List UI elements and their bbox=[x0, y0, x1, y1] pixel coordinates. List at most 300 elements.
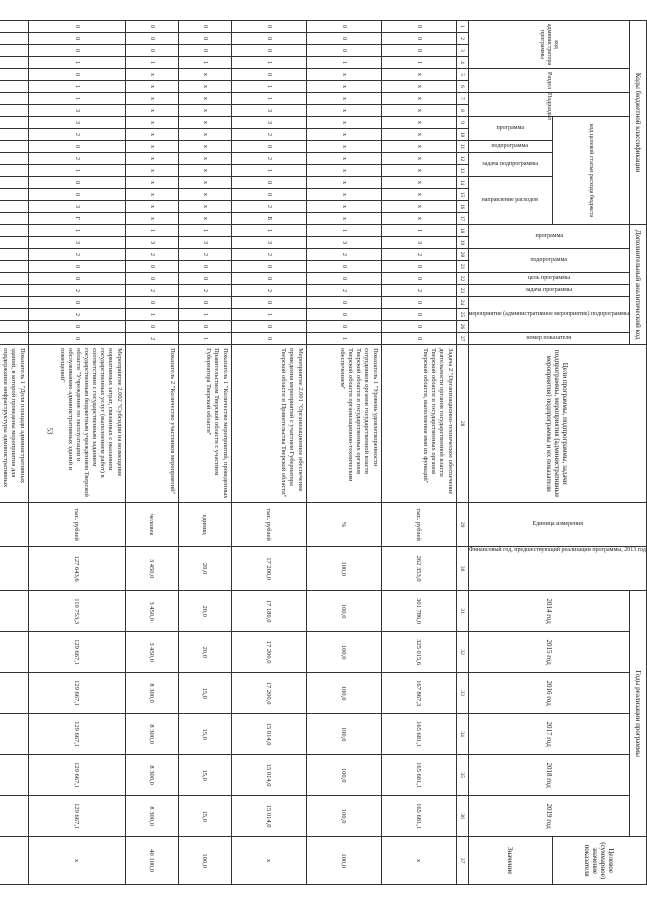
code-cell: x bbox=[125, 105, 178, 117]
final-group-header: Целевое (суммарное) значение показателя bbox=[552, 837, 646, 885]
code-cell: 0 bbox=[306, 321, 381, 333]
code-cell: 0 bbox=[306, 33, 381, 45]
year-value-cell: 15 014,0 bbox=[231, 755, 306, 796]
code-cell: x bbox=[125, 165, 178, 177]
code-cell: x bbox=[306, 129, 381, 141]
code-cell: x bbox=[306, 81, 381, 93]
admin-header: код администратора программы bbox=[468, 21, 629, 69]
year-2015-header: 2015 год bbox=[468, 632, 629, 673]
code-cell bbox=[0, 93, 28, 105]
code-cell: x bbox=[381, 165, 456, 177]
code-cell: 3 bbox=[28, 105, 125, 117]
column-index-cell: 23 bbox=[456, 285, 468, 297]
code-cell bbox=[0, 237, 28, 249]
code-cell bbox=[0, 213, 28, 225]
code-cell: 0 bbox=[306, 309, 381, 321]
code-cell: 0 bbox=[381, 21, 456, 33]
year-value-cell: 8 300,0 bbox=[125, 796, 178, 837]
unit-header: Единица измерения bbox=[468, 503, 646, 547]
column-index-cell: 13 bbox=[456, 165, 468, 177]
code-cell: 0 bbox=[231, 21, 306, 33]
code-cell: x bbox=[178, 165, 231, 177]
code-cell: x bbox=[381, 81, 456, 93]
year-value-cell: 100,0 bbox=[306, 755, 381, 796]
code-cell: 2 bbox=[306, 285, 381, 297]
year-value-cell: 129 667,1 bbox=[28, 673, 125, 714]
rotated-sheet bbox=[2, 20, 647, 880]
code-cell: 2 bbox=[28, 249, 125, 261]
code-cell: 3 bbox=[28, 237, 125, 249]
column-index-cell: 31 bbox=[456, 591, 468, 632]
code-cell: x bbox=[178, 141, 231, 153]
year-value-cell: 15 014,0 bbox=[231, 796, 306, 837]
year-value-cell bbox=[0, 755, 28, 796]
code-cell: x bbox=[125, 81, 178, 93]
code-cell: 0 bbox=[231, 297, 306, 309]
column-index-cell: 9 bbox=[456, 117, 468, 129]
table-row bbox=[0, 21, 28, 885]
column-index-cell: 18 bbox=[456, 225, 468, 237]
code-cell: x bbox=[306, 213, 381, 225]
code-cell: x bbox=[125, 117, 178, 129]
year-value-cell: 8 300,0 bbox=[125, 755, 178, 796]
code-cell: x bbox=[125, 177, 178, 189]
code-cell: Б bbox=[231, 213, 306, 225]
code-cell: 3 bbox=[178, 237, 231, 249]
code-cell bbox=[0, 81, 28, 93]
code-cell: x bbox=[178, 93, 231, 105]
column-index-cell: 32 bbox=[456, 632, 468, 673]
code-cell: x bbox=[381, 153, 456, 165]
program-code-header: программа bbox=[468, 117, 552, 141]
code-cell: 0 bbox=[381, 261, 456, 273]
code-cell bbox=[0, 69, 28, 81]
unit-cell bbox=[0, 503, 28, 547]
code-cell: 0 bbox=[306, 45, 381, 57]
code-cell: 2 bbox=[381, 285, 456, 297]
code-cell: 2 bbox=[28, 129, 125, 141]
code-cell: 0 bbox=[178, 273, 231, 285]
code-cell: 0 bbox=[381, 33, 456, 45]
year-value-cell: 100,0 bbox=[306, 796, 381, 837]
row-description: Мероприятие 2.002 "Субсидии на возмещение нормативных затрат, связанных с оказанием государственных услуг (выполнением работ) в соответствии с государственным заданием государственным бюджетным учреждением Тверской области "Учреждение по эксплуатации и обслуживанию административных зданий и помещений" bbox=[28, 345, 125, 503]
final-value-cell: 100,0 bbox=[306, 837, 381, 885]
code-cell: 1 bbox=[231, 93, 306, 105]
column-index-cell: 33 bbox=[456, 673, 468, 714]
code-cell: 1 bbox=[28, 57, 125, 69]
column-index-cell: 8 bbox=[456, 105, 468, 117]
year-value-cell: 8 300,0 bbox=[125, 714, 178, 755]
code-cell: 3 bbox=[231, 117, 306, 129]
fin-year-cell: 20,0 bbox=[178, 547, 231, 591]
code-cell: 3 bbox=[125, 237, 178, 249]
year-value-cell: 100,0 bbox=[306, 632, 381, 673]
a-subprogram-header: подпрограмма bbox=[468, 249, 629, 273]
column-index-cell: 16 bbox=[456, 201, 468, 213]
code-cell: 0 bbox=[125, 261, 178, 273]
code-cell bbox=[0, 129, 28, 141]
expense-direction-header: направление расходов bbox=[468, 177, 552, 225]
column-index-cell: 20 bbox=[456, 249, 468, 261]
code-cell: 0 bbox=[28, 141, 125, 153]
code-cell: x bbox=[125, 93, 178, 105]
code-cell: 0 bbox=[231, 273, 306, 285]
row-description: Задача 2 "Организационно-техническое обеспечение деятельности органов государственной власти Тверской области и государственных органов Тверской области, выполнения ими их функций" bbox=[381, 345, 456, 503]
subsection-header: Подраздел bbox=[468, 93, 629, 117]
code-cell: 0 bbox=[306, 297, 381, 309]
code-cell: 0 bbox=[231, 177, 306, 189]
year-value-cell bbox=[0, 796, 28, 837]
code-cell: x bbox=[381, 189, 456, 201]
fin-year-cell: 3 450,0 bbox=[125, 547, 178, 591]
fin-year-cell: 100,0 bbox=[306, 547, 381, 591]
year-value-cell: 3 450,0 bbox=[125, 591, 178, 632]
code-cell: 1 bbox=[178, 309, 231, 321]
column-index-cell: 5 bbox=[456, 69, 468, 81]
code-cell: 0 bbox=[178, 45, 231, 57]
code-cell: 0 bbox=[125, 321, 178, 333]
code-cell: x bbox=[178, 177, 231, 189]
year-value-cell: 325 015,6 bbox=[381, 632, 456, 673]
year-value-cell bbox=[0, 632, 28, 673]
codes-group-header: Коды бюджетной классификации bbox=[630, 21, 647, 225]
code-cell: 0 bbox=[231, 45, 306, 57]
code-cell: 0 bbox=[178, 321, 231, 333]
year-value-cell: 301 786,0 bbox=[381, 591, 456, 632]
code-cell: 1 bbox=[231, 81, 306, 93]
year-value-cell: 129 667,1 bbox=[28, 796, 125, 837]
code-cell: x bbox=[381, 69, 456, 81]
target-group-header: код целевой статьи расхода бюджета bbox=[552, 117, 629, 225]
code-cell: 3 bbox=[231, 105, 306, 117]
code-cell: 0 bbox=[306, 21, 381, 33]
a-program-header: программа bbox=[468, 225, 629, 249]
unit-cell: единиц bbox=[178, 503, 231, 547]
code-cell bbox=[0, 153, 28, 165]
code-cell bbox=[0, 45, 28, 57]
code-cell: x bbox=[125, 69, 178, 81]
code-cell: x bbox=[306, 153, 381, 165]
code-cell: 2 bbox=[231, 153, 306, 165]
code-cell: 0 bbox=[231, 33, 306, 45]
code-cell: x bbox=[381, 177, 456, 189]
year-value-cell: 3 450,0 bbox=[125, 632, 178, 673]
year-value-cell: 15,0 bbox=[178, 796, 231, 837]
code-cell: 2 bbox=[125, 249, 178, 261]
table-row bbox=[381, 21, 456, 885]
column-index-cell: 27 bbox=[456, 333, 468, 345]
column-index-cell: 37 bbox=[456, 837, 468, 885]
year-2018-header: 2018 год bbox=[468, 755, 629, 796]
column-index-cell: 36 bbox=[456, 796, 468, 837]
column-index-cell: 21 bbox=[456, 261, 468, 273]
code-cell: x bbox=[306, 189, 381, 201]
code-cell: x bbox=[125, 141, 178, 153]
page-number: 53 bbox=[45, 427, 54, 435]
code-cell: x bbox=[178, 201, 231, 213]
code-cell: 2 bbox=[28, 309, 125, 321]
year-value-cell: 15,0 bbox=[178, 714, 231, 755]
subprogram-code-header: подпрограмма bbox=[468, 141, 552, 153]
code-cell bbox=[0, 105, 28, 117]
year-value-cell: 20,0 bbox=[178, 632, 231, 673]
code-cell: 1 bbox=[306, 333, 381, 345]
table-row bbox=[28, 21, 125, 885]
fin-year-cell: 17 200,0 bbox=[231, 547, 306, 591]
year-value-cell: 165 681,1 bbox=[381, 755, 456, 796]
year-value-cell: 17 180,0 bbox=[231, 591, 306, 632]
year-value-cell: 100,0 bbox=[306, 673, 381, 714]
code-cell: 0 bbox=[125, 33, 178, 45]
year-value-cell: 15,0 bbox=[178, 673, 231, 714]
fin-year-cell: 127 643,6 bbox=[28, 547, 125, 591]
table-row bbox=[178, 21, 231, 885]
row-description: Показатель 2 "Количество участников мероприятий" bbox=[125, 345, 178, 503]
code-cell: 3 bbox=[231, 237, 306, 249]
a-event-header: мероприятие (административное мероприятие) подпрограммы bbox=[468, 297, 629, 333]
code-cell: 2 bbox=[125, 333, 178, 345]
code-cell: 0 bbox=[231, 141, 306, 153]
code-cell: 0 bbox=[381, 45, 456, 57]
code-cell bbox=[0, 333, 28, 345]
code-cell: 0 bbox=[381, 321, 456, 333]
code-cell: x bbox=[178, 153, 231, 165]
code-cell: 1 bbox=[306, 225, 381, 237]
column-index-cell: 26 bbox=[456, 321, 468, 333]
year-value-cell: 17 200,0 bbox=[231, 673, 306, 714]
code-cell: x bbox=[306, 105, 381, 117]
code-cell: x bbox=[125, 213, 178, 225]
code-cell: 0 bbox=[178, 33, 231, 45]
code-cell: x bbox=[178, 81, 231, 93]
column-index-cell: 1 bbox=[456, 21, 468, 33]
year-value-cell: 8 300,0 bbox=[125, 673, 178, 714]
code-cell: 2 bbox=[28, 153, 125, 165]
column-index-cell: 3 bbox=[456, 45, 468, 57]
program-table bbox=[0, 20, 647, 885]
code-cell: 0 bbox=[28, 33, 125, 45]
year-2016-header: 2016 год bbox=[468, 673, 629, 714]
code-cell: 1 bbox=[231, 225, 306, 237]
fin-year-cell: 262 353,0 bbox=[381, 547, 456, 591]
table-row bbox=[125, 21, 178, 885]
code-cell: 1 bbox=[28, 165, 125, 177]
unit-cell: тыс. рублей bbox=[231, 503, 306, 547]
code-cell bbox=[0, 261, 28, 273]
column-index-cell: 4 bbox=[456, 57, 468, 69]
code-cell: 3 bbox=[28, 117, 125, 129]
column-index-cell: 11 bbox=[456, 141, 468, 153]
code-cell: 0 bbox=[125, 273, 178, 285]
code-cell: 0 bbox=[306, 273, 381, 285]
row-description: Показатель 1 "Доля площади административных зданий, в которой проведены мероприятия для поддержания инфраструктуры административных bbox=[0, 345, 28, 503]
code-cell: 0 bbox=[125, 21, 178, 33]
unit-cell: % bbox=[306, 503, 381, 547]
code-cell: 3 bbox=[306, 237, 381, 249]
code-cell: 0 bbox=[231, 189, 306, 201]
code-cell: 1 bbox=[178, 225, 231, 237]
code-cell: x bbox=[125, 201, 178, 213]
year-value-cell: 100,0 bbox=[306, 714, 381, 755]
code-cell: x bbox=[381, 129, 456, 141]
year-value-cell: 129 667,1 bbox=[28, 632, 125, 673]
unit-cell: тыс. рублей bbox=[28, 503, 125, 547]
code-cell: 1 bbox=[28, 93, 125, 105]
column-index-cell: 17 bbox=[456, 213, 468, 225]
code-cell: 0 bbox=[178, 21, 231, 33]
code-cell bbox=[0, 33, 28, 45]
code-cell: x bbox=[125, 153, 178, 165]
fin-year-header: Финансовый год, предшествующий реализации программы, 2013 год bbox=[468, 547, 646, 591]
code-cell: x bbox=[381, 105, 456, 117]
code-cell: 0 bbox=[28, 297, 125, 309]
code-cell: x bbox=[306, 177, 381, 189]
code-cell: 0 bbox=[28, 261, 125, 273]
year-value-cell: 165 681,1 bbox=[381, 714, 456, 755]
code-cell: 1 bbox=[125, 57, 178, 69]
column-index-cell: 28 bbox=[456, 345, 468, 503]
code-cell: 1 bbox=[28, 225, 125, 237]
code-cell bbox=[0, 273, 28, 285]
a-number-header: номер показателя bbox=[468, 333, 629, 345]
code-cell: x bbox=[125, 189, 178, 201]
column-index-cell: 24 bbox=[456, 297, 468, 309]
row-description: Показатель 1 "Уровень удовлетворенности сотрудников органов государственной власти Тверской области и государственных органов Тверской области организационно-техническим обеспечением" bbox=[306, 345, 381, 503]
code-cell: 3 bbox=[381, 237, 456, 249]
years-group-header: Годы реализации программы bbox=[630, 591, 647, 837]
column-index-cell: 10 bbox=[456, 129, 468, 141]
code-cell: 0 bbox=[381, 333, 456, 345]
year-value-cell: 165 681,1 bbox=[381, 796, 456, 837]
code-cell: 0 bbox=[28, 45, 125, 57]
code-cell: x bbox=[306, 165, 381, 177]
code-cell: x bbox=[178, 189, 231, 201]
column-index-cell: 35 bbox=[456, 755, 468, 796]
code-cell: 2 bbox=[306, 249, 381, 261]
code-cell: 1 bbox=[125, 309, 178, 321]
code-cell: x bbox=[306, 93, 381, 105]
code-cell bbox=[0, 225, 28, 237]
code-cell: 2 bbox=[231, 249, 306, 261]
code-cell: 0 bbox=[28, 321, 125, 333]
header-row-1 bbox=[630, 21, 647, 885]
code-cell: 2 bbox=[231, 129, 306, 141]
code-cell: x bbox=[178, 129, 231, 141]
final-value-cell: 40 100,0 bbox=[125, 837, 178, 885]
code-cell bbox=[0, 57, 28, 69]
code-cell bbox=[0, 165, 28, 177]
year-2014-header: 2014 год bbox=[468, 591, 629, 632]
column-index-cell: 15 bbox=[456, 189, 468, 201]
code-cell: 1 bbox=[381, 57, 456, 69]
code-cell: 0 bbox=[306, 261, 381, 273]
year-value-cell: 119 753,3 bbox=[28, 591, 125, 632]
year-value-cell bbox=[0, 591, 28, 632]
code-cell: 1 bbox=[231, 57, 306, 69]
column-index-cell: 34 bbox=[456, 714, 468, 755]
code-cell: x bbox=[178, 69, 231, 81]
year-value-cell: 17 200,0 bbox=[231, 632, 306, 673]
code-cell bbox=[0, 285, 28, 297]
table-row bbox=[306, 21, 381, 885]
year-value-cell bbox=[0, 714, 28, 755]
code-cell: 0 bbox=[381, 309, 456, 321]
year-value-cell: 100,0 bbox=[306, 591, 381, 632]
code-cell: 0 bbox=[28, 177, 125, 189]
code-cell bbox=[0, 297, 28, 309]
code-cell: 2 bbox=[178, 249, 231, 261]
final-value-cell: x bbox=[381, 837, 456, 885]
code-cell: 2 bbox=[381, 249, 456, 261]
code-cell: 0 bbox=[231, 333, 306, 345]
code-cell bbox=[0, 309, 28, 321]
code-cell: x bbox=[306, 117, 381, 129]
code-cell: 0 bbox=[28, 69, 125, 81]
code-cell: x bbox=[306, 141, 381, 153]
unit-cell: тыс. рублей bbox=[381, 503, 456, 547]
column-index-cell: 25 bbox=[456, 309, 468, 321]
code-cell: 1 bbox=[125, 225, 178, 237]
code-cell: Г bbox=[28, 213, 125, 225]
a-task-header: задача программы bbox=[468, 285, 629, 297]
code-cell: x bbox=[381, 201, 456, 213]
code-cell bbox=[0, 21, 28, 33]
column-index-cell: 6 bbox=[456, 81, 468, 93]
code-cell: 2 bbox=[231, 285, 306, 297]
column-index-cell: 30 bbox=[456, 547, 468, 591]
column-index-cell: 29 bbox=[456, 503, 468, 547]
column-index-cell: 14 bbox=[456, 177, 468, 189]
code-cell: x bbox=[125, 129, 178, 141]
code-cell: 0 bbox=[178, 261, 231, 273]
column-index-cell: 12 bbox=[456, 153, 468, 165]
year-value-cell: 20,0 bbox=[178, 591, 231, 632]
code-cell: 1 bbox=[178, 57, 231, 69]
column-index-cell: 7 bbox=[456, 93, 468, 105]
code-cell: 2 bbox=[178, 285, 231, 297]
code-cell: 0 bbox=[28, 333, 125, 345]
code-cell: x bbox=[178, 117, 231, 129]
code-cell: x bbox=[381, 213, 456, 225]
code-cell bbox=[0, 177, 28, 189]
code-cell: 1 bbox=[28, 81, 125, 93]
row-description: Показатель 1 "Количество мероприятий, проведенных Правительством Тверской области с участием Губернатора Тверской области" bbox=[178, 345, 231, 503]
year-value-cell: 167 867,3 bbox=[381, 673, 456, 714]
code-cell bbox=[0, 201, 28, 213]
code-cell: 0 bbox=[381, 297, 456, 309]
code-cell: x bbox=[306, 69, 381, 81]
year-value-cell: 15,0 bbox=[178, 755, 231, 796]
code-cell: x bbox=[306, 201, 381, 213]
a-goal-header: цель программы bbox=[468, 273, 629, 285]
code-cell: 0 bbox=[125, 297, 178, 309]
column-index-cell: 19 bbox=[456, 237, 468, 249]
code-cell: 0 bbox=[125, 45, 178, 57]
code-cell: x bbox=[178, 105, 231, 117]
table-row bbox=[231, 21, 306, 885]
year-value-cell bbox=[0, 673, 28, 714]
code-cell: 0 bbox=[231, 69, 306, 81]
code-cell bbox=[0, 117, 28, 129]
final-value-header: Значение bbox=[468, 837, 552, 885]
code-cell: 0 bbox=[178, 297, 231, 309]
code-cell bbox=[0, 249, 28, 261]
code-cell: x bbox=[381, 93, 456, 105]
year-value-cell: 15 014,0 bbox=[231, 714, 306, 755]
column-index-cell: 2 bbox=[456, 33, 468, 45]
column-index-cell: 22 bbox=[456, 273, 468, 285]
code-cell bbox=[0, 321, 28, 333]
